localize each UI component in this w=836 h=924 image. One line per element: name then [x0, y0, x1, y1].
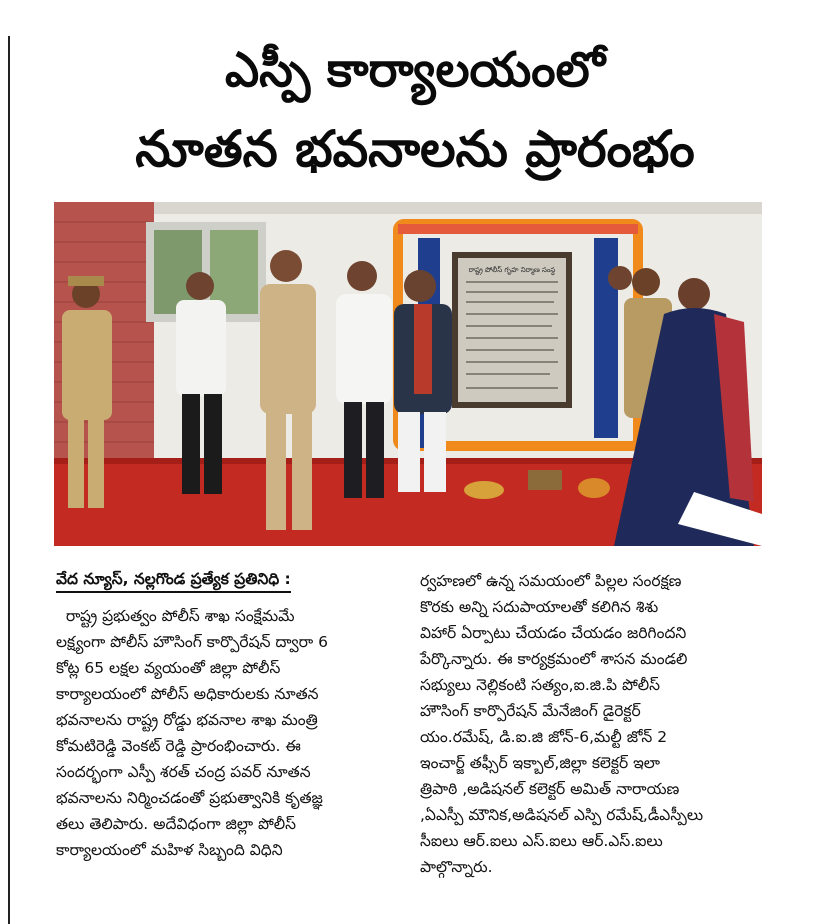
article-line: కోట్ల 65 లక్షల వ్యయంతో జిల్లా పోలీస్: [56, 659, 281, 677]
article-line: త్రిపాఠి ,అడిషనల్ కలెక్టర్ అమిత్ నారాయణ: [420, 780, 680, 798]
headline-line-1: ఎస్పీ కార్యాలయంలో: [225, 42, 605, 98]
article-paragraph-right: [420, 568, 800, 880]
article-line: కార్యాలయంలో మహిళ సిబ్బంది విధిని: [56, 841, 283, 859]
article-line: విహార్ ఏర్పాటు చేయడం చేయడం జరిగిందని: [420, 624, 687, 642]
article-line: పేర్కొన్నారు. ఈ కార్యక్రమంలో శాసన మండలి: [420, 650, 688, 668]
article-line: లక్ష్యంగా పోలీస్ హౌసింగ్ కార్పొరేషన్ ద్వారా 6: [56, 633, 328, 651]
article-line: యం.రమేష్, డి.ఐ.జి జోన్-6,మల్టీ జోన్ 2: [420, 728, 668, 746]
article-line: సీఐలు ఆర్.ఐలు ఎస్.ఐలు ఆర్.ఎస్.ఐలు: [420, 832, 663, 850]
article-line: పాల్గొన్నారు.: [420, 858, 493, 876]
article-line: తలు తెలిపారు. అదేవిధంగా జిల్లా పోలీస్: [56, 815, 297, 833]
article-line: ఇంచార్జ్ తఫ్సీర్ ఇక్బాల్,జిల్లా కలెక్టర్ ఇలా: [420, 754, 661, 772]
plaque-title: రాష్ట్ర పోలీస్ గృహ నిర్మాణ సంస్థ: [468, 266, 556, 274]
article-line: కోమటిరెడ్డి వెంకట్ రెడ్డి ప్రారంభించారు. ఈ: [56, 737, 301, 755]
news-photo: [54, 202, 762, 546]
article-line: కొరకు అన్ని సదుపాయాలతో కలిగిన శిశు: [420, 598, 659, 616]
article-left-column: [56, 566, 396, 863]
article-line: భవనాలను రాష్ట్ర రోడ్డు భవనాల శాఖ మంత్రి: [56, 711, 318, 729]
article-line: రాష్ట్ర ప్రభుత్వం పోలీస్ శాఖ సంక్షేమమే: [56, 607, 295, 625]
article-line: సందర్భంగా ఎస్పీ శరత్ చంద్ర పవర్ నూతన: [56, 763, 311, 781]
article-line: ,ఏఎస్పీ మౌనిక,అడిషనల్ ఎస్పి రమేష్,డీఎస్పీలు: [420, 806, 704, 824]
column-rule: [8, 36, 10, 924]
article-line: సభ్యులు నెల్లికంటి సత్యం,ఐ.జి.పి పోలీస్: [420, 676, 660, 694]
article-line: ర్వహణలో ఉన్న సమయంలో పిల్లల సంరక్షణ: [420, 572, 682, 590]
article-line: హౌసింగ్ కార్పొరేషన్ మేనేజింగ్ డైరెక్టర్: [420, 702, 641, 720]
article-paragraph-left: [56, 603, 396, 863]
article-line: భవనాలను నిర్మించడంతో ప్రభుత్వానికి కృతజ్ఞ: [56, 789, 323, 807]
article-right-column: [420, 566, 800, 880]
headline-line-2: నూతన భవనాలను ప్రారంభం: [135, 120, 695, 178]
article-line: కార్యాలయంలో పోలీస్ అధికారులకు నూతన: [56, 685, 319, 703]
byline: వేద న్యూస్, నల్లగొండ ప్రత్యేక ప్రతినిధి :: [56, 567, 291, 593]
